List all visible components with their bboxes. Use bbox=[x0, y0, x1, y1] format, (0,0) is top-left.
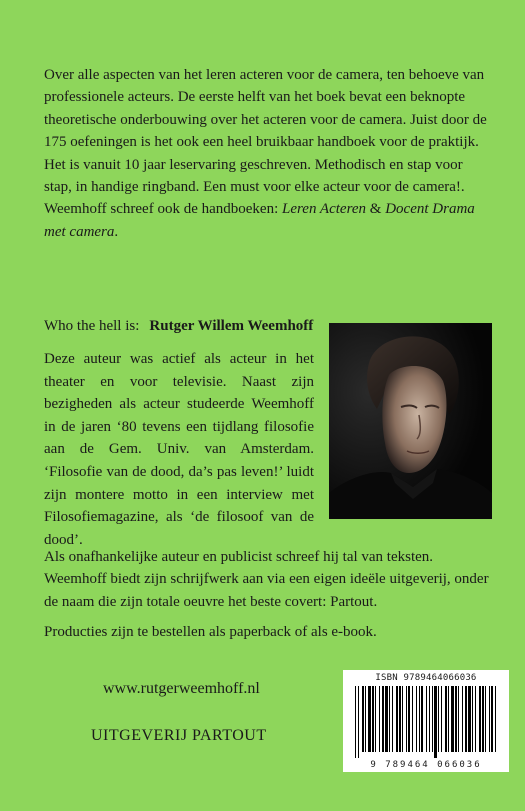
barcode-bar bbox=[462, 686, 463, 752]
barcode-bar bbox=[355, 686, 356, 758]
barcode-bar bbox=[419, 686, 420, 752]
barcode-bar bbox=[451, 686, 454, 752]
barcode-bar bbox=[465, 686, 467, 752]
barcode-bar bbox=[385, 686, 388, 752]
author-photo bbox=[329, 323, 492, 519]
barcode-bar bbox=[368, 686, 371, 752]
publisher-name: UITGEVERIJ PARTOUT bbox=[91, 727, 267, 744]
publisher-text: Als onafhankelijke auteur en publicist schreef hij tal van teksten. Weemhoff biedt zijn schrijfwerk aan via een eigen ideële uitgeverij, onder de naam die zijn totale oeuvre het beste covert: Partout. bbox=[44, 549, 489, 610]
barcode-bar bbox=[455, 686, 457, 752]
barcode-bar bbox=[429, 686, 430, 752]
barcode-bar bbox=[412, 686, 413, 752]
barcode-bar bbox=[392, 686, 393, 752]
barcode-bar bbox=[489, 686, 490, 752]
barcode-bar bbox=[472, 686, 473, 752]
isbn-number: ISBN 9789464066036 bbox=[375, 673, 477, 683]
book-title-docent-drama: Docent Drama met camera bbox=[44, 201, 475, 240]
barcode-bar bbox=[445, 686, 447, 752]
barcode-bar bbox=[491, 686, 493, 752]
author-heading-label: Who the hell is: bbox=[44, 318, 140, 334]
barcode-bar bbox=[434, 686, 437, 758]
order-text: Producties zijn te bestellen als paperback of als e-book. bbox=[44, 624, 377, 640]
barcode-bar bbox=[468, 686, 471, 752]
barcode-bar bbox=[372, 686, 374, 752]
barcode-bar bbox=[375, 686, 376, 752]
barcode-bar bbox=[432, 686, 433, 752]
barcode-bar bbox=[362, 686, 364, 752]
barcode-bar bbox=[479, 686, 481, 752]
barcode-bar bbox=[399, 686, 401, 752]
website-link[interactable]: www.rutgerweemhoff.nl bbox=[103, 680, 260, 697]
author-name: Rutger Willem Weemhoff bbox=[149, 318, 314, 334]
author-bio: Deze auteur was actief als acteur in het theater en voor televisie. Naast zijn bezigheden als acteur studeerde Weemhoff in de jaren ‘80 tevens een tijdlang filosofie aan de Gem. Univ. van Amsterdam. ‘Filosofie van de dood, da’s pas leven!’ luidt zijn montere motto in een interview met Filosofiemagazine, als ‘de filosoof van de dood’. bbox=[44, 351, 314, 548]
barcode-bar bbox=[475, 686, 476, 752]
barcode-bar bbox=[408, 686, 410, 752]
barcode-bar bbox=[482, 686, 484, 752]
book-blurb: Over alle aspecten van het leren acteren voor de camera, ten behoeve van professionele acteurs. De eerste helft van het boek bevat een beknopte theoretische onderbouwing over het acteren voor de camera. Juist door de 175 oefeningen is het ook een heel bruikbaar handboek voor de praktijk. Het is vanuit 10 jaar leservaring geschreven. Methodisch en stap voor stap, in handige ringband. Een must voor elke acteur voor de camera!. Weemhoff schreef ook de handboeken: Leren Acteren & Docent Drama met camera. bbox=[44, 67, 487, 240]
barcode bbox=[343, 670, 509, 772]
barcode-bar bbox=[406, 686, 407, 752]
barcode-bar bbox=[458, 686, 459, 752]
barcode-bar bbox=[379, 686, 380, 752]
barcode-bar bbox=[416, 686, 417, 752]
barcode-bar bbox=[426, 686, 427, 752]
ean-number: 9 789464 066036 bbox=[370, 760, 482, 770]
barcode-bar bbox=[485, 686, 486, 752]
barcode-bar bbox=[438, 686, 439, 752]
barcode-bars bbox=[353, 686, 499, 758]
barcode-bar bbox=[495, 686, 496, 752]
barcode-bar bbox=[396, 686, 398, 752]
barcode-bar bbox=[358, 686, 359, 758]
barcode-bar bbox=[448, 686, 449, 752]
barcode-bar bbox=[382, 686, 384, 752]
barcode-bar bbox=[389, 686, 390, 752]
barcode-bar bbox=[402, 686, 403, 752]
barcode-bar bbox=[421, 686, 423, 752]
book-title-leren-acteren: Leren Acteren bbox=[282, 201, 367, 218]
barcode-bar bbox=[365, 686, 366, 752]
barcode-bar bbox=[441, 686, 442, 752]
author-heading bbox=[44, 318, 313, 335]
